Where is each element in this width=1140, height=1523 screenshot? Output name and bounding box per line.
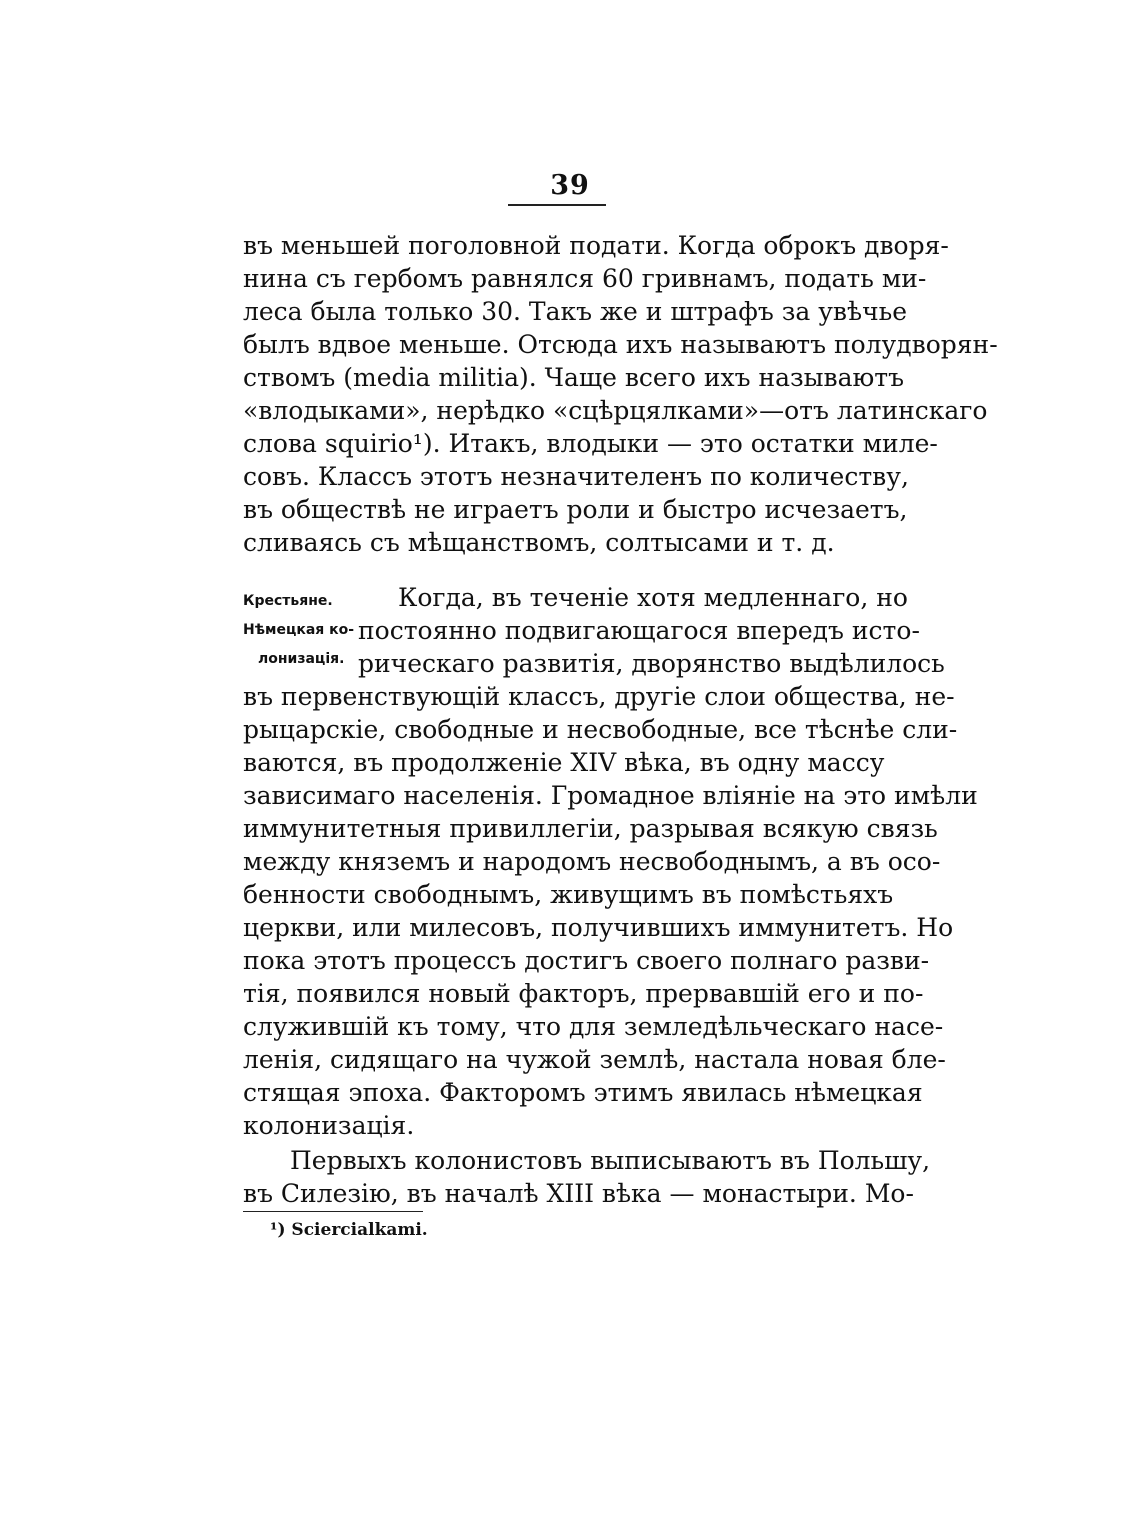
text-line: церкви, или милесовъ, получившихъ иммунитетъ. Но	[243, 913, 954, 942]
text-line: былъ вдвое меньше. Отсюда ихъ называютъ полудворян-	[243, 330, 998, 359]
text-line: постоянно подвигающагося впередъ исто-	[358, 616, 920, 645]
text-line: сливаясь съ мѣщанствомъ, солтысами и т. д.	[243, 528, 835, 557]
text-line: тія, появился новый факторъ, прервавшій его и по-	[243, 979, 924, 1008]
text-line: ствомъ (media militia). Чаще всего ихъ называютъ	[243, 363, 905, 392]
footnote-text: Sciercialkami.	[291, 1220, 428, 1240]
text-line: въ меньшей поголовной подати. Когда оброкъ дворя-	[243, 231, 949, 260]
text-line: въ Силезію, въ началѣ XIII вѣка — монастыри. Мо-	[243, 1179, 914, 1208]
text-line: въ обществѣ не играетъ роли и быстро исчезаетъ,	[243, 495, 908, 524]
footnote-reference: ¹). Итакъ, влодыки — это остатки миле-	[412, 429, 938, 458]
text-fragment: слова squirio	[243, 429, 413, 458]
text-line	[243, 428, 938, 460]
text-line: нина съ гербомъ равнялся 60 гривнамъ, подать ми-	[243, 264, 927, 293]
margin-note: Крестьяне.	[243, 593, 333, 609]
margin-note: Нѣмецкая ко-	[243, 622, 355, 638]
text-line: служившій къ тому, что для земледѣльческаго насе-	[243, 1012, 944, 1041]
text-line: иммунитетныя привиллегіи, разрывая всякую связь	[243, 814, 938, 843]
page-number: 39	[550, 170, 590, 201]
text-line: Когда, въ теченіе хотя медленнаго, но	[398, 583, 908, 612]
text-line: колонизація.	[243, 1111, 415, 1140]
text-line: зависимаго населенія. Громадное вліяніе на это имѣли	[243, 781, 978, 810]
text-line: ваются, въ продолженіе XIV вѣка, въ одну массу	[243, 748, 885, 777]
text-line: пока этотъ процессъ достигъ своего полнаго разви-	[243, 946, 930, 975]
text-line: рыцарскіе, свободные и несвободные, все тѣснѣе сли-	[243, 715, 958, 744]
text-line: ленія, сидящаго на чужой землѣ, настала новая бле-	[243, 1045, 946, 1074]
margin-note: лонизація.	[258, 651, 345, 667]
text-line: въ первенствующій классъ, другіе слои общества, не-	[243, 682, 955, 711]
footnote-marker: ¹)	[270, 1220, 286, 1240]
text-line: Первыхъ колонистовъ выписываютъ въ Польшу,	[290, 1146, 931, 1175]
text-line: рическаго развитія, дворянство выдѣлилось	[358, 649, 945, 678]
page-number-rule	[508, 204, 606, 206]
footnote-rule	[243, 1211, 423, 1212]
text-line: стящая эпоха. Факторомъ этимъ явилась нѣмецкая	[243, 1078, 923, 1107]
text-line: совъ. Классъ этотъ незначителенъ по количеству,	[243, 462, 909, 491]
text-line: «влодыками», нерѣдко «сцѣрцялками»—отъ латинскаго	[243, 396, 988, 425]
text-line: между княземъ и народомъ несвободнымъ, а въ осо-	[243, 847, 941, 876]
footnote	[270, 1218, 428, 1242]
text-line: леса была только 30. Такъ же и штрафъ за увѣчье	[243, 297, 908, 326]
text-line: бенности свободнымъ, живущимъ въ помѣстьяхъ	[243, 880, 894, 909]
